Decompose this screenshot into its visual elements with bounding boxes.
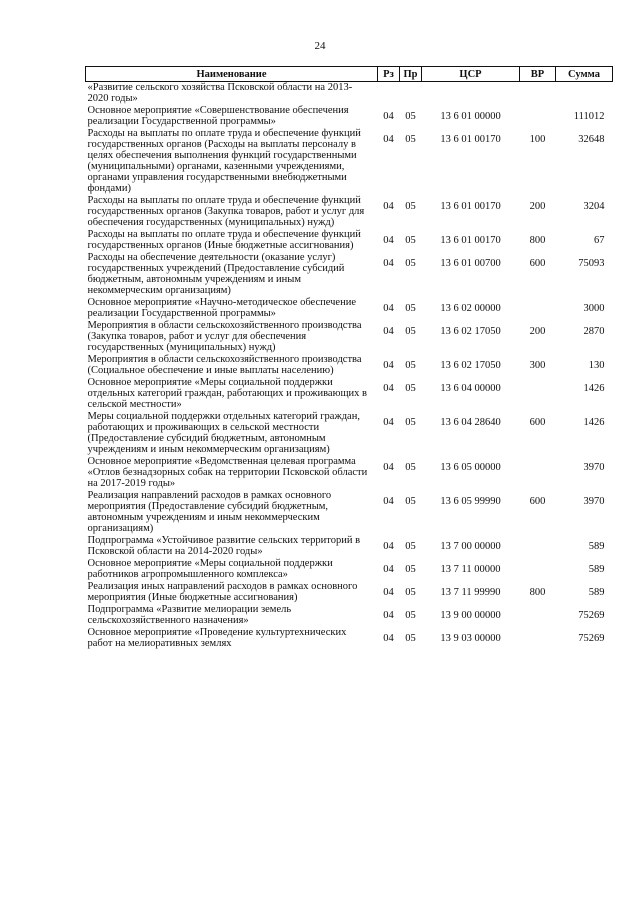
cell-name: Основное мероприятие «Меры социальной поддержки работников агропромышленного комплекса»: [87, 558, 333, 580]
cell-sum: 589: [588, 587, 605, 598]
cell-sum: 2870: [583, 326, 605, 337]
cell-name: Подпрограмма «Развитие мелиорации земель сельскохозяйственного назначения»: [87, 604, 292, 626]
cell-rz: 04: [383, 360, 394, 371]
cell-csr: 13 7 11 99990: [440, 587, 501, 598]
cell-vr: [520, 558, 556, 581]
cell-pr: 05: [405, 201, 416, 212]
cell-pr: 05: [405, 235, 416, 246]
cell-name: Расходы на выплаты по оплате труда и обеспечение функций государственных органов (Закупка товаров, работ и услуг для обеспечения государственных (муниципальных) нужд): [87, 195, 365, 228]
cell-csr: 13 9 00 00000: [440, 610, 501, 621]
cell-pr: 05: [405, 564, 416, 575]
cell-rz: 04: [383, 235, 394, 246]
table-row: [86, 558, 613, 581]
cell-name: Реализация направлений расходов в рамках основного мероприятия (Предоставление субсидий бюджетным, автономным учреждениям и иным некоммерческим организациям): [87, 490, 332, 534]
cell-pr: 05: [405, 610, 416, 621]
cell-vr: 200: [529, 326, 546, 337]
cell-name: Основное мероприятие «Совершенствование обеспечения реализации Государственной программы»: [87, 105, 349, 127]
cell-vr: 300: [529, 360, 546, 371]
cell-csr: 13 6 02 17050: [440, 360, 501, 371]
cell-vr: [520, 377, 556, 411]
cell-sum: 111012: [573, 111, 605, 122]
budget-table: [85, 66, 613, 650]
cell-csr: 13 6 04 00000: [440, 383, 501, 394]
header-vr: ВР: [520, 67, 556, 82]
cell-vr: 600: [529, 258, 546, 269]
table-row: [86, 105, 613, 128]
cell-sum: 75093: [578, 258, 605, 269]
cell-vr: [520, 456, 556, 490]
cell-csr: 13 6 01 00170: [440, 201, 501, 212]
cell-vr: [520, 535, 556, 558]
table-row: [86, 82, 613, 106]
table-body: [86, 82, 613, 651]
table-row: [86, 320, 613, 354]
cell-sum: 32648: [578, 134, 605, 145]
cell-pr: 05: [405, 417, 416, 428]
cell-vr: 800: [529, 587, 546, 598]
cell-rz: 04: [383, 111, 394, 122]
header-sum: Сумма: [556, 67, 613, 82]
cell-rz: 04: [383, 564, 394, 575]
cell-vr: 600: [529, 417, 546, 428]
cell-rz: 04: [383, 201, 394, 212]
cell-csr: 13 9 03 00000: [440, 633, 501, 644]
table-row: [86, 411, 613, 456]
cell-name: Расходы на выплаты по оплате труда и обеспечение функций государственных органов (Иные бюджетные ассигнования): [87, 229, 361, 251]
cell-sum: [556, 82, 613, 106]
cell-vr: 800: [529, 235, 546, 246]
cell-csr: 13 6 05 99990: [440, 496, 501, 507]
cell-pr: 05: [405, 134, 416, 145]
cell-pr: 05: [405, 326, 416, 337]
cell-name: Подпрограмма «Устойчивое развитие сельских территорий в Псковской области на 2014-2020 годы»: [87, 535, 361, 557]
cell-csr: [422, 82, 520, 106]
cell-csr: 13 7 11 00000: [440, 564, 501, 575]
cell-sum: 1426: [583, 417, 605, 428]
cell-name: Основное мероприятие «Проведение культуртехнических работ на мелиоративных землях: [87, 627, 347, 649]
cell-csr: 13 6 01 00700: [440, 258, 501, 269]
cell-sum: 1426: [583, 383, 605, 394]
cell-vr: [520, 105, 556, 128]
cell-rz: 04: [383, 258, 394, 269]
cell-pr: 05: [405, 541, 416, 552]
cell-name: Реализация иных направлений расходов в рамках основного мероприятия (Иные бюджетные ассигнования): [87, 581, 358, 603]
cell-rz: 04: [383, 541, 394, 552]
cell-vr: [520, 627, 556, 650]
cell-rz: 04: [383, 417, 394, 428]
cell-pr: 05: [405, 462, 416, 473]
cell-csr: 13 6 05 00000: [440, 462, 501, 473]
cell-rz: 04: [383, 587, 394, 598]
cell-sum: 589: [588, 564, 605, 575]
cell-name: Основное мероприятие «Меры социальной поддержки отдельных категорий граждан, работающих и проживающих в сельской местности»: [87, 377, 367, 410]
table-row: [86, 604, 613, 627]
cell-pr: 05: [405, 633, 416, 644]
cell-rz: 04: [383, 134, 394, 145]
table-row: [86, 627, 613, 650]
cell-rz: 04: [383, 496, 394, 507]
header-pr: Пр: [400, 67, 422, 82]
table-row: [86, 128, 613, 195]
cell-sum: 67: [594, 235, 605, 246]
cell-sum: 3000: [583, 303, 605, 314]
header-csr: ЦСР: [422, 67, 520, 82]
cell-rz: 04: [383, 633, 394, 644]
cell-csr: 13 6 01 00170: [440, 134, 501, 145]
cell-sum: 3970: [583, 462, 605, 473]
table-row: [86, 490, 613, 535]
cell-vr: 600: [529, 496, 546, 507]
cell-rz: 04: [383, 383, 394, 394]
table-row: [86, 252, 613, 297]
cell-pr: 05: [405, 360, 416, 371]
cell-pr: 05: [405, 303, 416, 314]
cell-sum: 3970: [583, 496, 605, 507]
cell-csr: 13 6 02 17050: [440, 326, 501, 337]
cell-name: Меры социальной поддержки отдельных категорий граждан, работающих и проживающих в сельской местности (Предоставление субсидий бюджетным, автономным учреждениям и иным некоммерческим организациям): [87, 411, 360, 455]
cell-name: Расходы на выплаты по оплате труда и обеспечение функций государственных органов (Расходы на выплаты персоналу в целях обеспечения выполнения функций государственными (муниципальными) органами, казенными учреждениями, органами управления государственными внебюджетными фондами): [87, 128, 361, 194]
table-row: [86, 581, 613, 604]
cell-csr: 13 6 02 00000: [440, 303, 501, 314]
cell-rz: 04: [383, 303, 394, 314]
cell-vr: [520, 297, 556, 320]
cell-pr: 05: [405, 111, 416, 122]
cell-name: Мероприятия в области сельскохозяйственного производства (Социальное обеспечение и иные выплаты населению): [87, 354, 362, 376]
cell-sum: 75269: [578, 633, 605, 644]
cell-vr: 100: [529, 134, 546, 145]
cell-rz: 04: [383, 326, 394, 337]
cell-csr: 13 6 01 00000: [440, 111, 501, 122]
table-row: [86, 535, 613, 558]
cell-pr: 05: [405, 258, 416, 269]
cell-rz: 04: [383, 462, 394, 473]
cell-csr: 13 6 01 00170: [440, 235, 501, 246]
cell-pr: [400, 82, 422, 106]
table-row: [86, 456, 613, 490]
cell-sum: 3204: [583, 201, 605, 212]
cell-name: Основное мероприятие «Научно-методическое обеспечение реализации Государственной программы»: [87, 297, 356, 319]
cell-sum: 130: [588, 360, 605, 371]
table-row: [86, 297, 613, 320]
cell-vr: [520, 82, 556, 106]
cell-name: «Развитие сельского хозяйства Псковской области на 2013-2020 годы»: [87, 82, 353, 104]
table-header: [86, 67, 613, 82]
cell-rz: 04: [383, 610, 394, 621]
cell-sum: 589: [588, 541, 605, 552]
cell-name: Мероприятия в области сельскохозяйственного производства (Закупка товаров, работ и услуг для обеспечения государственных (муниципальных) нужд): [87, 320, 362, 353]
cell-pr: 05: [405, 383, 416, 394]
cell-csr: 13 6 04 28640: [440, 417, 501, 428]
cell-name: Основное мероприятие «Ведомственная целевая программа «Отлов безнадзорных собак на территории Псковской области на 2017-2019 годы»: [87, 456, 368, 489]
cell-name: Расходы на обеспечение деятельности (оказание услуг) государственных учреждений (Предоставление субсидий бюджетным, автономным учреждениям и иным некоммерческим организациям): [87, 252, 345, 296]
header-rz: Рз: [378, 67, 400, 82]
cell-pr: 05: [405, 496, 416, 507]
cell-csr: 13 7 00 00000: [440, 541, 501, 552]
header-name: Наименование: [86, 67, 378, 82]
table-row: [86, 354, 613, 377]
cell-vr: [520, 604, 556, 627]
cell-rz: [378, 82, 400, 106]
table-row: [86, 377, 613, 411]
cell-pr: 05: [405, 587, 416, 598]
cell-vr: 200: [529, 201, 546, 212]
table-row: [86, 195, 613, 229]
page-number: 24: [314, 40, 326, 52]
cell-sum: 75269: [578, 610, 605, 621]
table-row: [86, 229, 613, 252]
